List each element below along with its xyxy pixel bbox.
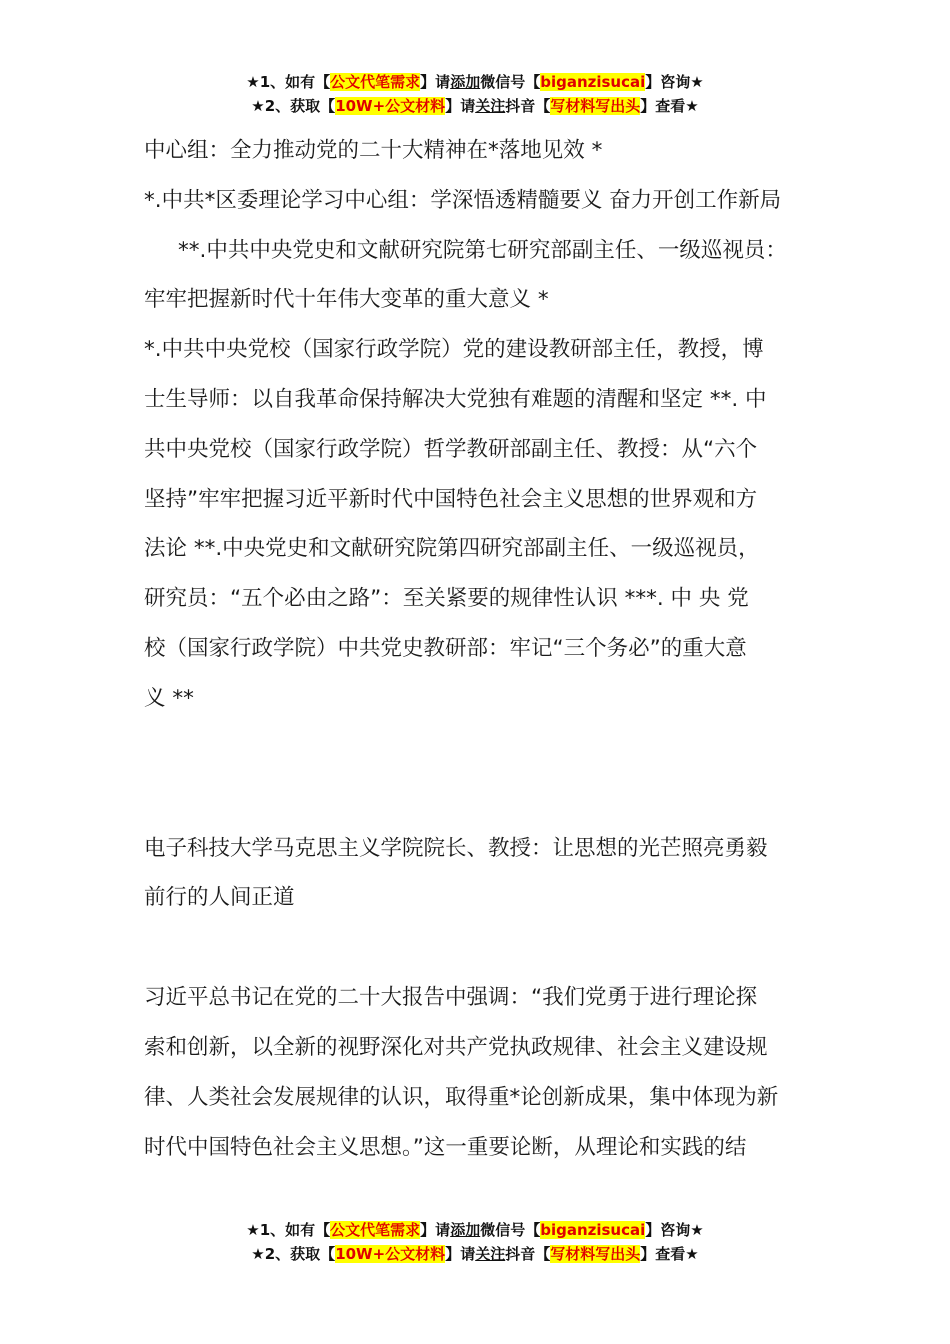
- banner-text: 】查看★: [640, 97, 699, 115]
- banner-text: ★2、获取【: [251, 1245, 336, 1263]
- text-line: *.中共中央党校（国家行政学院）党的建设教研部主任，教授，博: [144, 337, 764, 363]
- banner-text: 】请: [420, 1221, 451, 1239]
- paragraph-line: 时代中国特色社会主义思想。”这一重要论断，从理论和实践的结: [144, 1134, 747, 1160]
- banner-line-2: [0, 1242, 950, 1266]
- banner-underline: 关注: [475, 97, 506, 115]
- text-line: 中心组：全力推动党的二十大精神在*落地见效 *: [144, 138, 603, 163]
- banner-text: 】咨询★: [645, 73, 704, 91]
- document-body: [144, 126, 808, 1172]
- text-line: 共中央党校（国家行政学院）哲学教研部副主任、教授：从“六个: [144, 436, 758, 462]
- text-line: **.中共中央党史和文献研究院第七研究部副主任、一级巡视员：: [178, 237, 787, 263]
- section-title-line: 电子科技大学马克思主义学院院长、教授：让思想的光芒照亮勇毅: [144, 835, 768, 861]
- banner-line-2: [0, 94, 950, 118]
- banner-underline: 关注: [475, 1245, 506, 1263]
- banner-text: 】咨询★: [645, 1221, 704, 1239]
- banner-highlight: 10W+公文材料: [335, 97, 446, 115]
- text-line: 研究员：“五个必由之路”：至关紧要的规律性认识 ***. 中 央 党: [144, 586, 749, 612]
- banner-highlight: biganzisucai: [540, 73, 646, 91]
- text-line: 士生导师：以自我革命保持解决大党独有难题的清醒和坚定 **. 中: [144, 386, 767, 412]
- text-line: *.中共*区委理论学习中心组：学深悟透精髓要义 奋力开创工作新局: [144, 187, 782, 213]
- paragraph-line: 律、人类社会发展规律的认识，取得重*论创新成果，集中体现为新: [144, 1084, 779, 1110]
- footer-banner: [0, 1218, 950, 1266]
- banner-text: 微信号【: [480, 73, 541, 91]
- banner-text: 】查看★: [640, 1245, 699, 1263]
- banner-underline: 添加: [450, 1221, 481, 1239]
- banner-text: 微信号【: [480, 1221, 541, 1239]
- banner-text: 】请: [445, 97, 476, 115]
- banner-highlight: 公文代笔需求: [330, 1221, 421, 1239]
- banner-highlight: 写材料写出头: [550, 97, 641, 115]
- paragraph-line: 习近平总书记在党的二十大报告中强调：“我们党勇于进行理论探: [144, 985, 758, 1011]
- paragraph-line: 索和创新，以全新的视野深化对共产党执政规律、社会主义建设规: [144, 1034, 768, 1060]
- banner-text: ★1、如有【: [246, 1221, 331, 1239]
- banner-highlight: 公文代笔需求: [330, 73, 421, 91]
- banner-line-1: [0, 70, 950, 94]
- banner-text: 】请: [420, 73, 451, 91]
- banner-line-1: [0, 1218, 950, 1242]
- section-title-line: 前行的人间正道: [144, 885, 295, 911]
- text-line: 法论 **.中央党史和文献研究院第四研究部副主任、一级巡视员，: [144, 536, 760, 562]
- text-line: 校（国家行政学院）中共党史教研部：牢记“三个务必”的重大意: [144, 635, 747, 661]
- text-line: 牢牢把握新时代十年伟大变革的重大意义 *: [144, 287, 549, 313]
- banner-text: ★2、获取【: [251, 97, 336, 115]
- banner-highlight: 10W+公文材料: [335, 1245, 446, 1263]
- banner-highlight: 写材料写出头: [550, 1245, 641, 1263]
- banner-text: 】请: [445, 1245, 476, 1263]
- header-banner: [0, 70, 950, 118]
- banner-highlight: biganzisucai: [540, 1221, 646, 1239]
- text-line: 坚持”牢牢把握习近平新时代中国特色社会主义思想的世界观和方: [144, 486, 758, 512]
- banner-text: 抖音【: [505, 1245, 551, 1263]
- banner-text: 抖音【: [505, 97, 551, 115]
- banner-underline: 添加: [450, 73, 481, 91]
- banner-text: ★1、如有【: [246, 73, 331, 91]
- text-line: 义 **: [144, 685, 194, 711]
